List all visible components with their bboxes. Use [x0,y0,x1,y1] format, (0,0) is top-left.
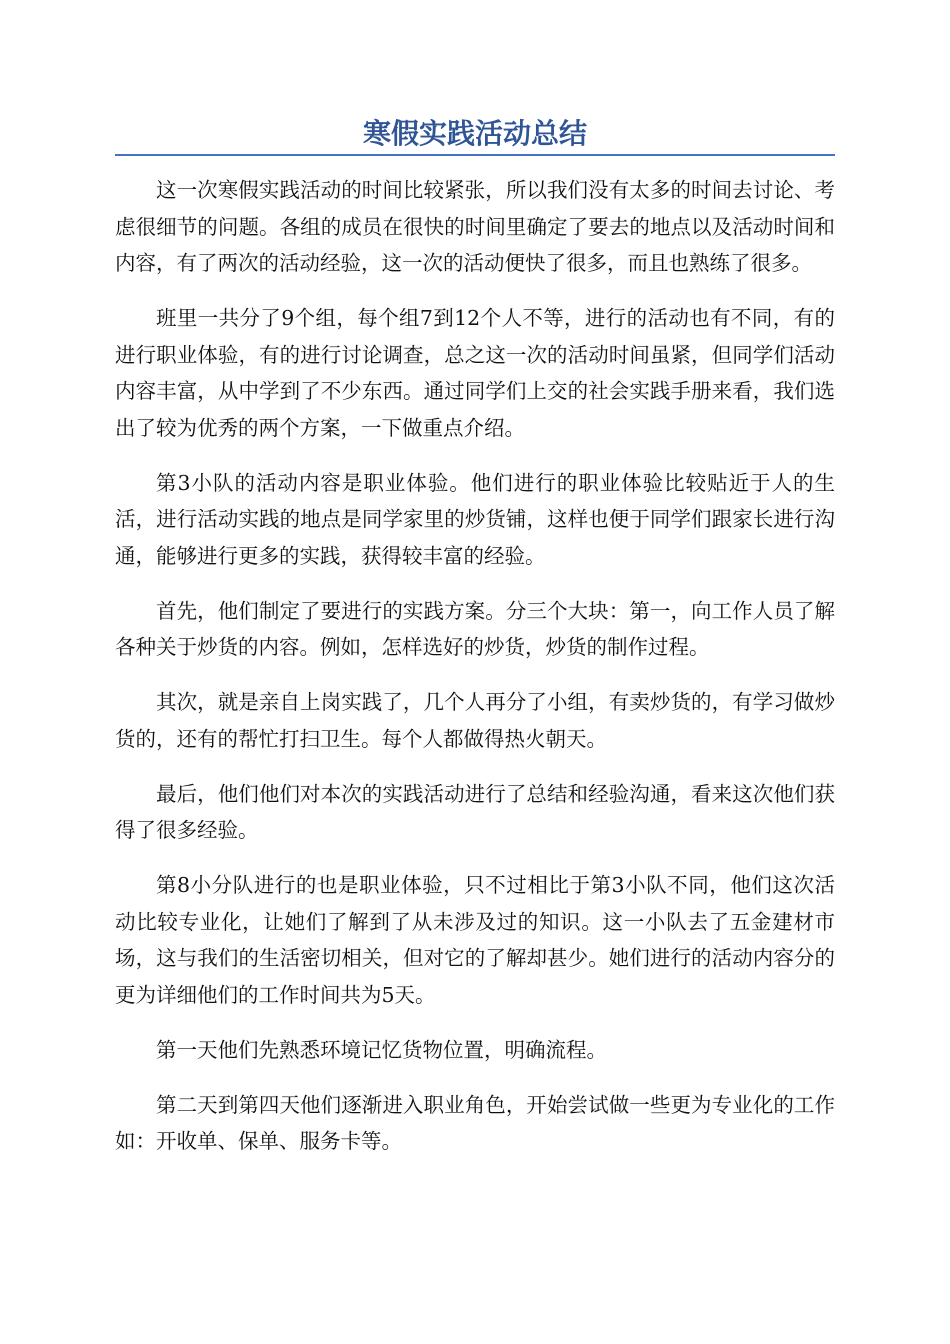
document-body [115,172,835,1178]
paragraph-1: 这一次寒假实践活动的时间比较紧张，所以我们没有太多的时间去讨论、考虑很细节的问题。各组的成员在很快的时间里确定了要去的地点以及活动时间和内容，有了两次的活动经验，这一次的活动便快了很多，而且也熟练了很多。 [115,178,835,275]
paragraph-5: 其次，就是亲自上岗实践了，几个人再分了小组，有卖炒货的，有学习做炒货的，还有的帮忙打扫卫生。每个人都做得热火朝天。 [115,690,835,751]
title-underline [115,154,835,156]
paragraph-9: 第二天到第四天他们逐渐进入职业角色，开始尝试做一些更为专业化的工作如：开收单、保单、服务卡等。 [115,1092,835,1153]
paragraph-8: 第一天他们先熟悉环境记忆货物位置，明确流程。 [156,1037,607,1062]
paragraph-2: 班里一共分了9个组，每个组7到12个人不等，进行的活动也有不同，有的进行职业体验，有的进行讨论调查，总之这一次的活动时间虽紧，但同学们活动内容丰富，从中学到了不少东西。通过同学们上交的社会实践手册来看，我们选出了较为优秀的两个方案，一下做重点介绍。 [115,306,835,440]
paragraph-7: 第8小分队进行的也是职业体验，只不过相比于第3小队不同，他们这次活动比较专业化，让她们了解到了从未涉及过的知识。这一小队去了五金建材市场，这与我们的生活密切相关，但对它的了解却甚少。她们进行的活动内容分的更为详细他们的工作时间共为5天。 [115,873,835,1007]
page-title: 寒假实践活动总结 [362,117,587,150]
paragraph-3: 第3小队的活动内容是职业体验。他们进行的职业体验比较贴近于人的生活，进行活动实践的地点是同学家里的炒货铺，这样也便于同学们跟家长进行沟通，能够进行更多的实践，获得较丰富的经验。 [115,470,835,568]
paragraph-6: 最后，他们他们对本次的实践活动进行了总结和经验沟通，看来这次他们获得了很多经验。 [115,781,835,842]
paragraph-4: 首先，他们制定了要进行的实践方案。分三个大块：第一，向工作人员了解各种关于炒货的内容。例如，怎样选好的炒货，炒货的制作过程。 [115,598,835,659]
